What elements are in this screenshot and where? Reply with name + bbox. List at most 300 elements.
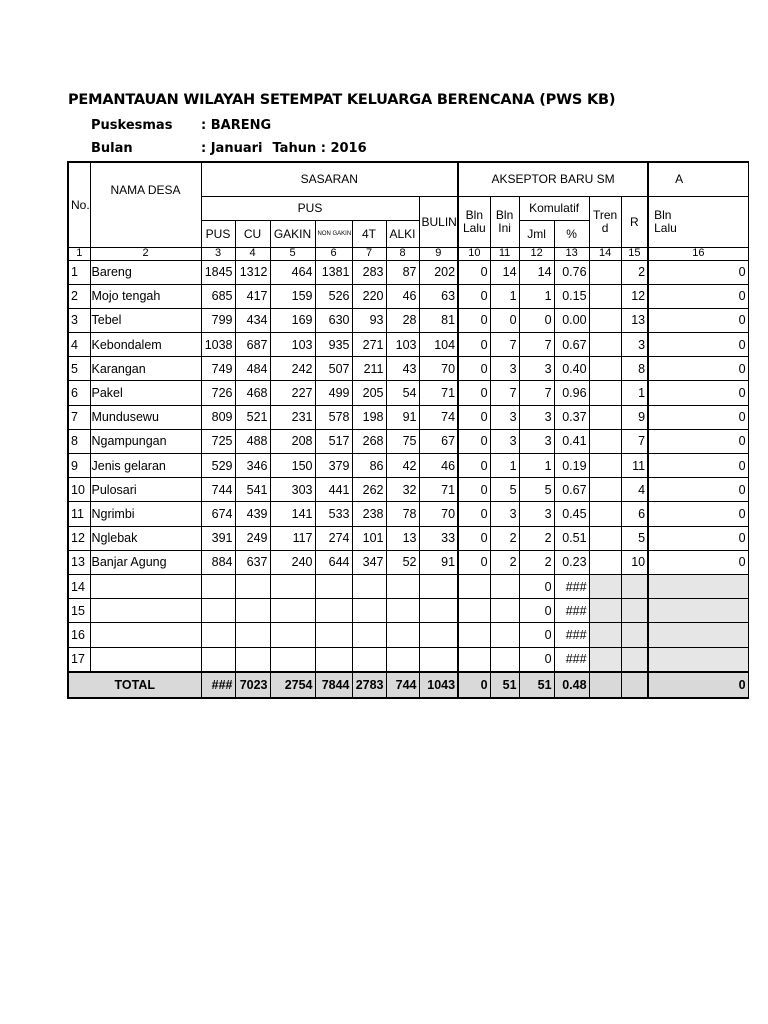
header-no: No. bbox=[68, 162, 90, 247]
cu-cell: 417 bbox=[235, 284, 270, 308]
row-number-cell: 1 bbox=[68, 260, 90, 284]
gakin-cell bbox=[270, 574, 315, 598]
alki-cell bbox=[386, 574, 419, 598]
nongakin-cell bbox=[315, 647, 352, 672]
lalu2-cell: 0 bbox=[648, 308, 748, 332]
cu-cell bbox=[235, 623, 270, 647]
r-cell: 13 bbox=[621, 308, 648, 332]
r-cell bbox=[621, 599, 648, 623]
lalu2-cell: 0 bbox=[648, 405, 748, 429]
column-number: 15 bbox=[621, 247, 648, 260]
table-row bbox=[68, 526, 748, 550]
puskesmas-row bbox=[91, 118, 271, 133]
cu-cell: 439 bbox=[235, 502, 270, 526]
table-row bbox=[68, 308, 748, 332]
pus-cell bbox=[201, 574, 235, 598]
pct-cell: 0.67 bbox=[554, 478, 589, 502]
bulin-cell: 63 bbox=[419, 284, 458, 308]
alki-cell: 13 bbox=[386, 526, 419, 550]
cu-cell: 488 bbox=[235, 429, 270, 453]
header-gakin: GAKIN bbox=[270, 220, 315, 247]
row-number-cell: 2 bbox=[68, 284, 90, 308]
bulin-cell: 91 bbox=[419, 550, 458, 574]
trend-cell bbox=[589, 454, 621, 478]
lalu-cell: 0 bbox=[458, 308, 490, 332]
ini-cell: 5 bbox=[490, 478, 519, 502]
header-nama-desa: NAMA DESA bbox=[90, 162, 201, 247]
header-r: R bbox=[621, 196, 648, 247]
lalu2-cell bbox=[648, 574, 748, 598]
table-row bbox=[68, 574, 748, 598]
r-cell bbox=[621, 574, 648, 598]
total-row bbox=[68, 672, 748, 698]
total-r-cell bbox=[621, 672, 648, 698]
lalu-cell: 0 bbox=[458, 381, 490, 405]
pct-cell: 0.67 bbox=[554, 333, 589, 357]
desa-name-cell: Ngampungan bbox=[90, 429, 201, 453]
gakin-cell: 159 bbox=[270, 284, 315, 308]
ini-cell bbox=[490, 623, 519, 647]
nongakin-cell: 533 bbox=[315, 502, 352, 526]
nongakin-cell: 441 bbox=[315, 478, 352, 502]
pct-cell: ### bbox=[554, 599, 589, 623]
header-pus: PUS bbox=[201, 220, 235, 247]
r-cell: 6 bbox=[621, 502, 648, 526]
bulin-cell: 70 bbox=[419, 502, 458, 526]
desa-name-cell bbox=[90, 599, 201, 623]
alki-cell: 43 bbox=[386, 357, 419, 381]
jml-cell: 0 bbox=[519, 647, 554, 672]
header-trend: Tren d bbox=[589, 196, 621, 247]
desa-name-cell: Jenis gelaran bbox=[90, 454, 201, 478]
column-number: 3 bbox=[201, 247, 235, 260]
ini-cell: 2 bbox=[490, 526, 519, 550]
pct-cell: 0.51 bbox=[554, 526, 589, 550]
bulin-cell: 71 bbox=[419, 381, 458, 405]
row-number-cell: 7 bbox=[68, 405, 90, 429]
cu-cell bbox=[235, 574, 270, 598]
desa-name-cell bbox=[90, 574, 201, 598]
gakin-cell: 242 bbox=[270, 357, 315, 381]
ini-cell: 14 bbox=[490, 260, 519, 284]
r-cell: 4 bbox=[621, 478, 648, 502]
row-number-cell: 10 bbox=[68, 478, 90, 502]
header-next-group: A bbox=[648, 162, 748, 196]
nongakin-cell: 1381 bbox=[315, 260, 352, 284]
t4-cell: 198 bbox=[352, 405, 386, 429]
column-number: 8 bbox=[386, 247, 419, 260]
ini-cell: 7 bbox=[490, 333, 519, 357]
pws-table bbox=[67, 161, 749, 699]
column-number: 7 bbox=[352, 247, 386, 260]
total-bulin-cell: 1043 bbox=[419, 672, 458, 698]
table-row bbox=[68, 599, 748, 623]
nongakin-cell: 644 bbox=[315, 550, 352, 574]
pct-cell: 0.19 bbox=[554, 454, 589, 478]
header-bln-lalu: Bln Lalu bbox=[458, 196, 490, 247]
nongakin-cell bbox=[315, 574, 352, 598]
nongakin-cell: 578 bbox=[315, 405, 352, 429]
lalu2-cell: 0 bbox=[648, 333, 748, 357]
lalu2-cell: 0 bbox=[648, 550, 748, 574]
jml-cell: 1 bbox=[519, 284, 554, 308]
column-number: 11 bbox=[490, 247, 519, 260]
table-row bbox=[68, 381, 748, 405]
lalu2-cell bbox=[648, 599, 748, 623]
alki-cell: 87 bbox=[386, 260, 419, 284]
puskesmas-label: Puskesmas bbox=[91, 118, 173, 133]
header-jml: Jml bbox=[519, 220, 554, 247]
alki-cell: 91 bbox=[386, 405, 419, 429]
header-bln-ini: Bln Ini bbox=[490, 196, 519, 247]
nongakin-cell: 630 bbox=[315, 308, 352, 332]
nongakin-cell bbox=[315, 599, 352, 623]
nongakin-cell bbox=[315, 623, 352, 647]
table-row bbox=[68, 647, 748, 672]
row-number-cell: 16 bbox=[68, 623, 90, 647]
desa-name-cell bbox=[90, 647, 201, 672]
cu-cell: 541 bbox=[235, 478, 270, 502]
lalu-cell: 0 bbox=[458, 550, 490, 574]
pct-cell: 0.23 bbox=[554, 550, 589, 574]
nongakin-cell: 935 bbox=[315, 333, 352, 357]
desa-name-cell: Mundusewu bbox=[90, 405, 201, 429]
lalu-cell bbox=[458, 623, 490, 647]
gakin-cell: 240 bbox=[270, 550, 315, 574]
row-number-cell: 4 bbox=[68, 333, 90, 357]
pct-cell: 0.76 bbox=[554, 260, 589, 284]
row-number-cell: 5 bbox=[68, 357, 90, 381]
r-cell: 3 bbox=[621, 333, 648, 357]
header-komulatif: Komulatif bbox=[519, 196, 589, 220]
cu-cell: 1312 bbox=[235, 260, 270, 284]
pus-cell: 799 bbox=[201, 308, 235, 332]
bulan-row bbox=[91, 141, 367, 156]
t4-cell: 271 bbox=[352, 333, 386, 357]
bulin-cell bbox=[419, 599, 458, 623]
table-row bbox=[68, 550, 748, 574]
lalu2-cell: 0 bbox=[648, 284, 748, 308]
jml-cell: 0 bbox=[519, 574, 554, 598]
ini-cell: 3 bbox=[490, 502, 519, 526]
header-cu: CU bbox=[235, 220, 270, 247]
row-number-cell: 13 bbox=[68, 550, 90, 574]
total-cu-cell: 7023 bbox=[235, 672, 270, 698]
trend-cell bbox=[589, 478, 621, 502]
column-number: 16 bbox=[648, 247, 748, 260]
t4-cell bbox=[352, 599, 386, 623]
t4-cell bbox=[352, 623, 386, 647]
table-row bbox=[68, 405, 748, 429]
desa-name-cell bbox=[90, 623, 201, 647]
bulin-cell: 74 bbox=[419, 405, 458, 429]
jml-cell: 3 bbox=[519, 357, 554, 381]
row-number-cell: 9 bbox=[68, 454, 90, 478]
lalu2-cell bbox=[648, 623, 748, 647]
pus-cell: 809 bbox=[201, 405, 235, 429]
header-alki: ALKI bbox=[386, 220, 419, 247]
table-row bbox=[68, 260, 748, 284]
pct-cell: 0.96 bbox=[554, 381, 589, 405]
cu-cell bbox=[235, 599, 270, 623]
alki-cell: 54 bbox=[386, 381, 419, 405]
trend-cell bbox=[589, 429, 621, 453]
trend-cell bbox=[589, 357, 621, 381]
lalu2-cell: 0 bbox=[648, 454, 748, 478]
page-title: PEMANTAUAN WILAYAH SETEMPAT KELUARGA BERENCANA (PWS KB) bbox=[68, 92, 616, 108]
bulin-cell bbox=[419, 647, 458, 672]
r-cell bbox=[621, 623, 648, 647]
pct-cell: 0.00 bbox=[554, 308, 589, 332]
ini-cell: 0 bbox=[490, 308, 519, 332]
lalu2-cell: 0 bbox=[648, 478, 748, 502]
t4-cell: 347 bbox=[352, 550, 386, 574]
table-row bbox=[68, 502, 748, 526]
gakin-cell: 169 bbox=[270, 308, 315, 332]
cu-cell: 521 bbox=[235, 405, 270, 429]
total-ini-cell: 51 bbox=[490, 672, 519, 698]
r-cell: 12 bbox=[621, 284, 648, 308]
lalu2-cell bbox=[648, 647, 748, 672]
nongakin-cell: 517 bbox=[315, 429, 352, 453]
table-row bbox=[68, 357, 748, 381]
tahun-value: Tahun : 2016 bbox=[272, 141, 367, 156]
gakin-cell bbox=[270, 647, 315, 672]
lalu-cell bbox=[458, 574, 490, 598]
lalu-cell bbox=[458, 647, 490, 672]
total-trend-cell bbox=[589, 672, 621, 698]
column-number: 9 bbox=[419, 247, 458, 260]
column-number: 1 bbox=[68, 247, 90, 260]
trend-cell bbox=[589, 647, 621, 672]
pct-cell: 0.45 bbox=[554, 502, 589, 526]
trend-cell bbox=[589, 502, 621, 526]
nongakin-cell: 274 bbox=[315, 526, 352, 550]
desa-name-cell: Nglebak bbox=[90, 526, 201, 550]
r-cell: 10 bbox=[621, 550, 648, 574]
trend-cell bbox=[589, 405, 621, 429]
trend-cell bbox=[589, 260, 621, 284]
jml-cell: 2 bbox=[519, 526, 554, 550]
alki-cell: 103 bbox=[386, 333, 419, 357]
pus-cell: 725 bbox=[201, 429, 235, 453]
table-row bbox=[68, 284, 748, 308]
puskesmas-value: : BARENG bbox=[201, 118, 272, 133]
t4-cell: 262 bbox=[352, 478, 386, 502]
jml-cell: 1 bbox=[519, 454, 554, 478]
jml-cell: 0 bbox=[519, 599, 554, 623]
pct-cell: ### bbox=[554, 574, 589, 598]
alki-cell bbox=[386, 623, 419, 647]
column-number: 4 bbox=[235, 247, 270, 260]
ini-cell: 1 bbox=[490, 454, 519, 478]
bulin-cell: 67 bbox=[419, 429, 458, 453]
alki-cell: 52 bbox=[386, 550, 419, 574]
ini-cell: 3 bbox=[490, 429, 519, 453]
lalu-cell: 0 bbox=[458, 526, 490, 550]
header-pus-group: PUS bbox=[201, 196, 419, 220]
r-cell: 9 bbox=[621, 405, 648, 429]
jml-cell: 3 bbox=[519, 429, 554, 453]
row-number-cell: 15 bbox=[68, 599, 90, 623]
lalu-cell: 0 bbox=[458, 260, 490, 284]
t4-cell: 283 bbox=[352, 260, 386, 284]
bulin-cell bbox=[419, 574, 458, 598]
r-cell: 2 bbox=[621, 260, 648, 284]
t4-cell: 211 bbox=[352, 357, 386, 381]
nongakin-cell: 507 bbox=[315, 357, 352, 381]
table-row bbox=[68, 454, 748, 478]
lalu-cell: 0 bbox=[458, 429, 490, 453]
pus-cell bbox=[201, 647, 235, 672]
header-sasaran: SASARAN bbox=[201, 162, 458, 196]
total-gakin-cell: 2754 bbox=[270, 672, 315, 698]
nongakin-cell: 499 bbox=[315, 381, 352, 405]
pus-cell: 1845 bbox=[201, 260, 235, 284]
pct-cell: 0.41 bbox=[554, 429, 589, 453]
column-number: 5 bbox=[270, 247, 315, 260]
pct-cell: ### bbox=[554, 647, 589, 672]
total-alki-cell: 744 bbox=[386, 672, 419, 698]
t4-cell: 268 bbox=[352, 429, 386, 453]
total-pct-cell: 0.48 bbox=[554, 672, 589, 698]
row-number-cell: 14 bbox=[68, 574, 90, 598]
column-number: 10 bbox=[458, 247, 490, 260]
ini-cell bbox=[490, 647, 519, 672]
lalu2-cell: 0 bbox=[648, 357, 748, 381]
pct-cell: ### bbox=[554, 623, 589, 647]
trend-cell bbox=[589, 623, 621, 647]
jml-cell: 0 bbox=[519, 623, 554, 647]
pus-cell: 529 bbox=[201, 454, 235, 478]
lalu-cell: 0 bbox=[458, 357, 490, 381]
nongakin-cell: 379 bbox=[315, 454, 352, 478]
r-cell bbox=[621, 647, 648, 672]
pus-cell: 726 bbox=[201, 381, 235, 405]
jml-cell: 7 bbox=[519, 381, 554, 405]
bulin-cell: 46 bbox=[419, 454, 458, 478]
lalu2-cell: 0 bbox=[648, 260, 748, 284]
jml-cell: 7 bbox=[519, 333, 554, 357]
r-cell: 1 bbox=[621, 381, 648, 405]
pus-cell: 1038 bbox=[201, 333, 235, 357]
cu-cell: 346 bbox=[235, 454, 270, 478]
table-row bbox=[68, 623, 748, 647]
header-bln-lalu-2: Bln Lalu bbox=[648, 196, 748, 247]
bulan-label: Bulan bbox=[91, 141, 133, 156]
cu-cell: 484 bbox=[235, 357, 270, 381]
gakin-cell: 150 bbox=[270, 454, 315, 478]
lalu2-cell: 0 bbox=[648, 526, 748, 550]
gakin-cell: 303 bbox=[270, 478, 315, 502]
lalu-cell: 0 bbox=[458, 405, 490, 429]
gakin-cell: 103 bbox=[270, 333, 315, 357]
column-number-row bbox=[68, 247, 748, 260]
t4-cell: 220 bbox=[352, 284, 386, 308]
column-number: 6 bbox=[315, 247, 352, 260]
header-4t: 4T bbox=[352, 220, 386, 247]
table-row bbox=[68, 429, 748, 453]
cu-cell bbox=[235, 647, 270, 672]
desa-name-cell: Banjar Agung bbox=[90, 550, 201, 574]
row-number-cell: 3 bbox=[68, 308, 90, 332]
r-cell: 8 bbox=[621, 357, 648, 381]
jml-cell: 0 bbox=[519, 308, 554, 332]
alki-cell bbox=[386, 647, 419, 672]
gakin-cell: 231 bbox=[270, 405, 315, 429]
cu-cell: 468 bbox=[235, 381, 270, 405]
ini-cell: 2 bbox=[490, 550, 519, 574]
total-lalu2-cell: 0 bbox=[648, 672, 748, 698]
alki-cell: 42 bbox=[386, 454, 419, 478]
r-cell: 7 bbox=[621, 429, 648, 453]
row-number-cell: 6 bbox=[68, 381, 90, 405]
alki-cell: 46 bbox=[386, 284, 419, 308]
table-body bbox=[68, 260, 748, 698]
total-lalu-cell: 0 bbox=[458, 672, 490, 698]
total-jml-cell: 51 bbox=[519, 672, 554, 698]
gakin-cell: 464 bbox=[270, 260, 315, 284]
t4-cell bbox=[352, 647, 386, 672]
lalu-cell: 0 bbox=[458, 502, 490, 526]
pus-cell: 391 bbox=[201, 526, 235, 550]
column-number: 14 bbox=[589, 247, 621, 260]
ini-cell: 3 bbox=[490, 357, 519, 381]
column-number: 2 bbox=[90, 247, 201, 260]
lalu-cell bbox=[458, 599, 490, 623]
ini-cell bbox=[490, 574, 519, 598]
jml-cell: 3 bbox=[519, 405, 554, 429]
t4-cell: 93 bbox=[352, 308, 386, 332]
row-number-cell: 11 bbox=[68, 502, 90, 526]
total-nongakin-cell: 7844 bbox=[315, 672, 352, 698]
gakin-cell bbox=[270, 599, 315, 623]
t4-cell: 101 bbox=[352, 526, 386, 550]
bulin-cell: 81 bbox=[419, 308, 458, 332]
pws-table-container bbox=[67, 161, 746, 703]
pus-cell: 749 bbox=[201, 357, 235, 381]
trend-cell bbox=[589, 381, 621, 405]
t4-cell: 86 bbox=[352, 454, 386, 478]
alki-cell bbox=[386, 599, 419, 623]
gakin-cell: 141 bbox=[270, 502, 315, 526]
table-row bbox=[68, 478, 748, 502]
trend-cell bbox=[589, 284, 621, 308]
cu-cell: 687 bbox=[235, 333, 270, 357]
bulin-cell: 104 bbox=[419, 333, 458, 357]
ini-cell: 1 bbox=[490, 284, 519, 308]
desa-name-cell: Pakel bbox=[90, 381, 201, 405]
lalu2-cell: 0 bbox=[648, 502, 748, 526]
bulin-cell: 71 bbox=[419, 478, 458, 502]
gakin-cell: 117 bbox=[270, 526, 315, 550]
row-number-cell: 17 bbox=[68, 647, 90, 672]
gakin-cell: 208 bbox=[270, 429, 315, 453]
lalu2-cell: 0 bbox=[648, 429, 748, 453]
r-cell: 11 bbox=[621, 454, 648, 478]
header-akseptor-baru: AKSEPTOR BARU SM bbox=[458, 162, 648, 196]
trend-cell bbox=[589, 550, 621, 574]
pus-cell: 744 bbox=[201, 478, 235, 502]
pus-cell: 884 bbox=[201, 550, 235, 574]
pct-cell: 0.37 bbox=[554, 405, 589, 429]
trend-cell bbox=[589, 574, 621, 598]
jml-cell: 14 bbox=[519, 260, 554, 284]
jml-cell: 2 bbox=[519, 550, 554, 574]
alki-cell: 32 bbox=[386, 478, 419, 502]
desa-name-cell: Ngrimbi bbox=[90, 502, 201, 526]
total-label: TOTAL bbox=[68, 672, 201, 698]
